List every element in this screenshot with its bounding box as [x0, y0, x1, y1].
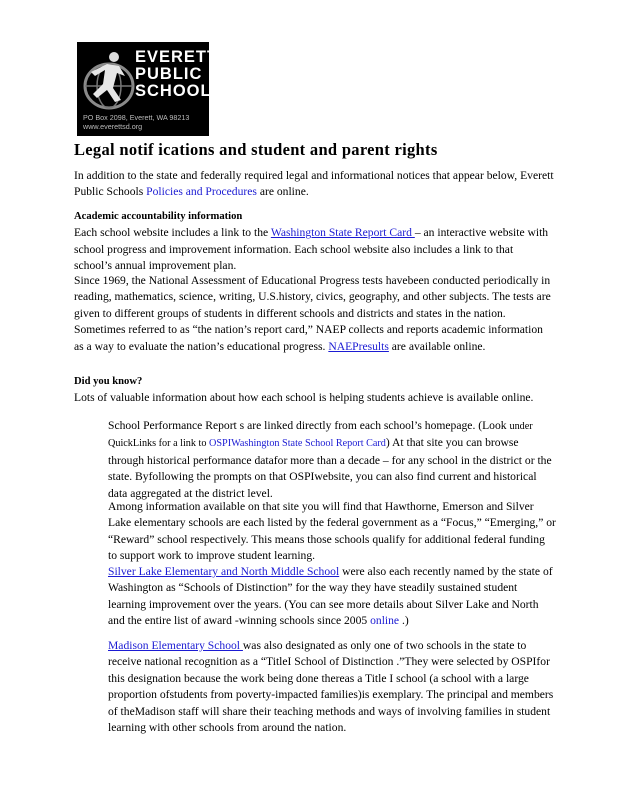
award-list-online-link[interactable]: online — [370, 614, 400, 628]
logo-line-everett: EVERETT — [135, 48, 219, 66]
state-report-card-link[interactable]: Washington State Report Card — [270, 226, 415, 240]
policies-link[interactable]: Policies and Procedures — [146, 185, 257, 199]
bullet1-text-2: ) At that site you can browse through historical performance datafor more than a decade – for any school in the district or the state. Byfollowing the prompts on that OSPIwebsite, you can also find current and historical data aggregated at the district level. — [108, 436, 552, 500]
bullet2-text: Among information available on that site you will find that Hawthorne, Emerson and Silver Lake elementary schools are each listed by the federal government as a “Focus,” “Emerging,” or “Reward” school respectively. This means those schools qualify for additional federal funding to support work to improve student learning. — [108, 500, 556, 563]
ospi-report-card-link[interactable]: OSPIWashington State School Report Card — [209, 438, 386, 450]
did-you-know-heading: Did you know? — [74, 376, 143, 387]
silver-lake-text-2: .) — [399, 614, 409, 628]
did-you-know-text: Lots of valuable information about how each school is helping students achieve is available online. — [74, 391, 534, 405]
madison-text: was also designated as only one of two schools in the state to receive national recognition as a “TitleI School of Distinction .”They were selected by OSPIfor this designation because the work being done thereas a Title I school (a school with a large proportion ofstudents from poverty-impacted families)is exemplary. The principal and members of theMadison staff will share their teaching methods and ways of involving families in student learning with other schools from around the nation. — [108, 639, 554, 735]
madison-paragraph — [108, 638, 556, 736]
academic-section — [74, 209, 554, 275]
bullet-among-information — [108, 499, 556, 565]
runner-globe-icon — [81, 48, 137, 114]
silver-lake-text-1: were also each recently named by the state of Washington as “Schools of Distinction” for the way they have steadily sustained student learning improvement over the years. (You can see more details about Silver Lake and North and the entire list of award -winning schools since 2005 — [108, 565, 553, 628]
logo-line-schools: SCHOOLS — [135, 82, 224, 100]
silver-lake-paragraph — [108, 564, 556, 630]
logo-line-public: PUBLIC — [135, 65, 203, 83]
academic-text-1: Each school website includes a link to the — [74, 226, 271, 240]
logo-address: PO Box 2098, Everett, WA 98213 — [83, 113, 190, 122]
naep-results-link[interactable]: NAEPresults — [328, 339, 389, 353]
silver-lake-north-link[interactable]: Silver Lake Elementary and North Middle School — [108, 565, 340, 578]
bullet1-small-text: under QuickLinks for a link to — [108, 421, 533, 450]
naep-paragraph — [74, 273, 554, 355]
intro-text-2: are online. — [256, 185, 309, 199]
did-you-know-section — [74, 374, 554, 407]
logo-website: www.everettsd.org — [83, 122, 143, 131]
bullet1-text-1: School Performance Report s are linked directly from each school’s homepage. (Look — [108, 419, 510, 432]
district-logo — [77, 42, 224, 136]
naep-text-2: are available online. — [388, 339, 486, 353]
intro-text-1: In addition to the state and federally required legal and informational notices that appear below, Everett Public Schools — [74, 169, 554, 199]
intro-paragraph — [74, 168, 554, 201]
academic-heading: Academic accountability information — [74, 211, 243, 222]
bullet-school-performance — [108, 418, 556, 502]
madison-elementary-link[interactable]: Madison Elementary School — [108, 639, 243, 652]
page-title: Legal notif ications and student and parent rights — [74, 140, 438, 159]
naep-text-1: Since 1969, the National Assessment of Educational Progress tests havebeen conducted periodically in reading, mathematics, science, writing, U.S.history, civics, geography, and other subjects. The tests are given to different groups of students in different schools and districts and states in the nation. Sometimes referred to as “the nation’s report card,” NAEP collects and reports academic information as a way to evaluate the nation’s educational progress. — [74, 274, 551, 353]
academic-text-2: – an interactive website with school progress and improvement information. Each school website also includes a link to that school’s annual improvement plan. — [74, 226, 549, 273]
